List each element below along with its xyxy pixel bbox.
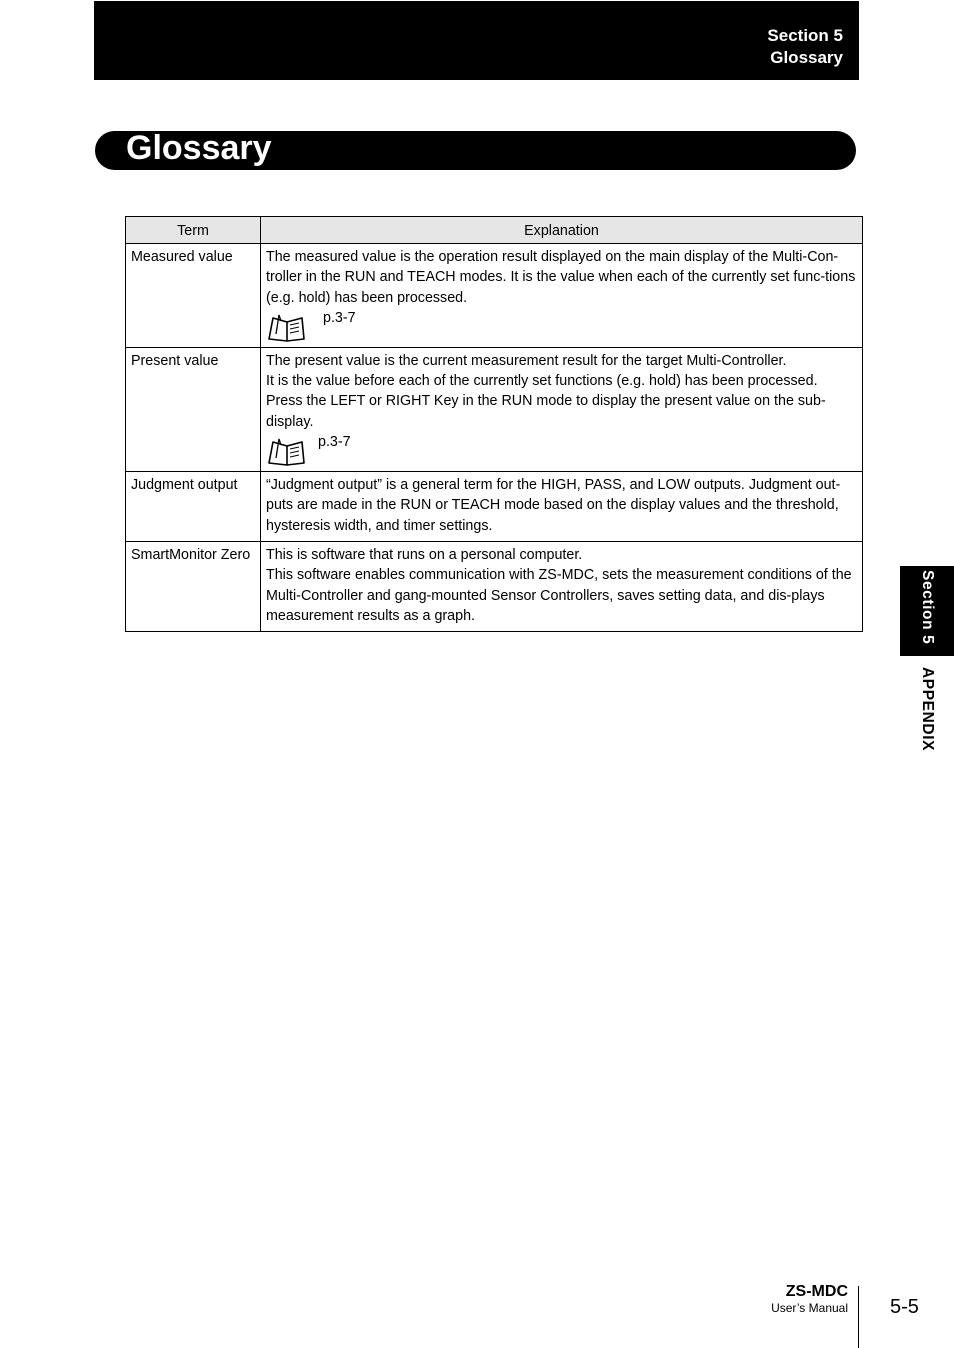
footer-manual-title: User’s Manual [771, 1301, 848, 1315]
explanation-text: “Judgment output” is a general term for the HIGH, PASS, and LOW outputs. Judgment out-puts are made in the RUN or TEACH mode based on the display values and the threshold, hysteresis width, and timer settings. [266, 477, 841, 534]
book-reference-icon [266, 312, 308, 342]
table-row [126, 472, 863, 542]
table-header-row [126, 217, 863, 244]
section-side-label [900, 566, 954, 766]
reference-page-link[interactable]: p.3-7 [318, 434, 351, 451]
glossary-table [125, 216, 863, 632]
page-reference[interactable] [266, 432, 857, 466]
side-tab-section: Section 5 [919, 570, 936, 645]
column-header-explanation: Explanation [261, 217, 863, 244]
footer-divider [858, 1286, 859, 1348]
reference-page-link[interactable]: p.3-7 [323, 309, 356, 326]
term-cell: Measured value [126, 244, 261, 348]
footer-model: ZS-MDC [785, 1283, 848, 1300]
header-topic: Glossary [770, 48, 843, 67]
explanation-text: This is software that runs on a personal computer. [266, 546, 583, 563]
explanation-cell [261, 347, 863, 471]
explanation-text: It is the value before each of the currently set functions (e.g. hold) has been processed. [266, 373, 818, 390]
section-header-bar [94, 1, 859, 80]
page-reference[interactable] [266, 308, 857, 342]
term-cell: SmartMonitor Zero [126, 541, 261, 631]
term-cell: Present value [126, 347, 261, 471]
table-row [126, 541, 863, 631]
book-reference-icon [266, 436, 308, 466]
column-header-term: Term [126, 217, 261, 244]
page-number: 5-5 [890, 1296, 919, 1318]
explanation-text: This software enables communication with ZS-MDC, sets the measurement conditions of the Multi-Controller and gang-mounted Sensor Controllers, saves setting data, and dis-plays measurement results as a graph. [266, 567, 852, 624]
explanation-cell [261, 244, 863, 348]
side-tab-appendix: APPENDIX [919, 667, 936, 752]
page-title-banner [95, 131, 856, 170]
table-row [126, 244, 863, 348]
explanation-cell [261, 472, 863, 542]
explanation-text: The present value is the current measurement result for the target Multi-Controller. [266, 352, 787, 369]
table-row [126, 347, 863, 471]
explanation-text: Press the LEFT or RIGHT Key in the RUN mode to display the present value on the sub-display. [266, 393, 826, 430]
header-section: Section 5 [767, 26, 843, 45]
explanation-cell [261, 541, 863, 631]
explanation-text: The measured value is the operation result displayed on the main display of the Multi-Con-troller in the RUN and TEACH modes. It is the value when each of the currently set func-tions (e.g. hold) has been processed. [266, 249, 856, 306]
page-title: Glossary [126, 129, 272, 167]
term-cell: Judgment output [126, 472, 261, 542]
section-header-text [767, 25, 843, 69]
